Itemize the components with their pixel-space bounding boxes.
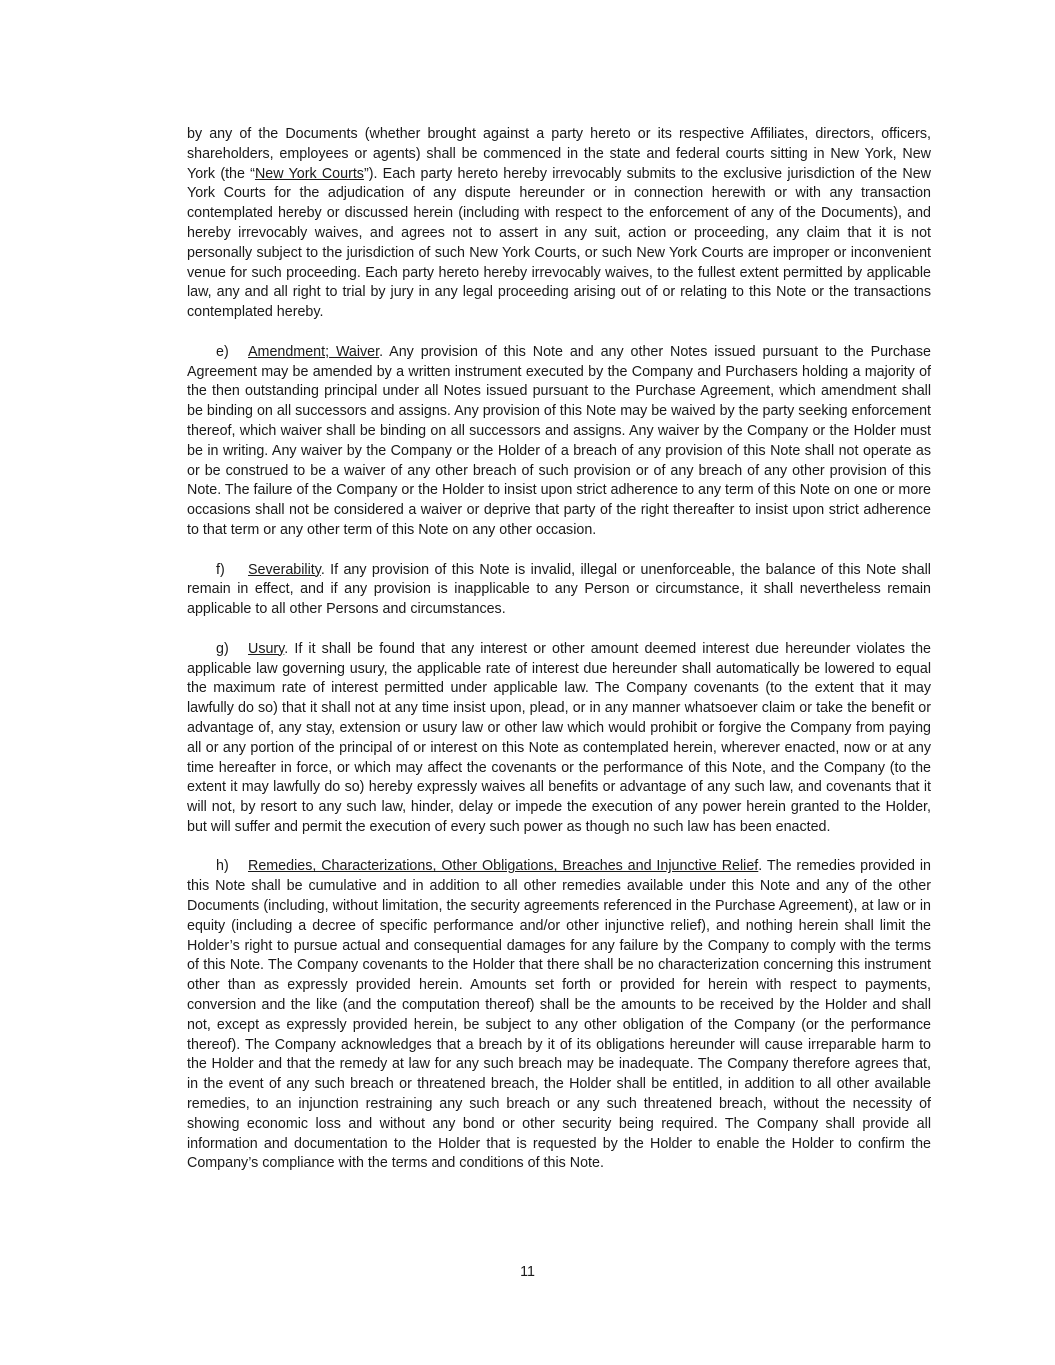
section-f-body: . If any provision of this Note is invalid, illegal or unenforceable, the balance of this Note shall remain in effect, and if any provision is inapplicable to any Person or circumstance, it shall nevertheless remain applicable to all other Persons and circumstances. bbox=[187, 561, 931, 618]
page-number: 11 bbox=[520, 1264, 535, 1280]
jurisdiction-text-end: ”). Each party hereto hereby irrevocably submits to the exclusive jurisdiction of the New York Courts for the adjudication of any dispute hereunder or in connection herewith or with any transaction contemplated hereby or discussed herein (including with respect to the enforcement of any of the Documents), and hereby irrevocably waives, and agrees not to assert in any suit, action or proceeding, any claim that it is not personally subject to the jurisdiction of such New York Courts, or such New York Courts are improper or inconvenient venue for such proceeding. Each party hereto hereby irrevocably waives, to the fullest extent permitted by applicable law, any and all right to trial by jury in any legal proceeding arising out of or relating to this Note or the transactions contemplated hereby. bbox=[187, 165, 931, 321]
section-h-label: h) bbox=[216, 858, 229, 875]
section-g-body: . If it shall be found that any interest or other amount deemed interest due hereunder violates the applicable law governing usury, the applicable rate of interest due hereunder shall automatically be lowered to equal the maximum rate of interest permitted under applicable law. The Company covenants (to the extent that it may lawfully do so) that it shall not at any time insist upon, plead, or in any manner whatsoever claim or take the benefit or advantage of, any stay, extension or usury law or other law which would prohibit or forgive the Company from paying all or any portion of the principal of or interest on this Note as contemplated herein, wherever enacted, now or at any time hereafter in force, or which may affect the covenants or the performance of this Note, and the Company (to the extent it may lawfully do so) hereby expressly waives all benefits or advantage of any such law, and covenants that it will not, by resort to any such law, hinder, delay or impede the execution of any power herein granted to the Holder, but will suffer and permit the execution of every such power as though no such law has been enacted. bbox=[187, 640, 931, 835]
section-f-label: f) bbox=[216, 561, 225, 578]
section-g-heading: Usury bbox=[248, 640, 285, 657]
jurisdiction-paragraph bbox=[187, 125, 931, 323]
section-e-label: e) bbox=[216, 343, 229, 360]
section-g-paragraph bbox=[187, 640, 931, 838]
document-body bbox=[187, 125, 931, 1174]
section-h-body: . The remedies provided in this Note shall be cumulative and in addition to all other remedies available under this Note and any of the other Documents (including, without limitation, the security agreements referenced in the Purchase Agreement), at law or in equity (including a decree of specific performance and/or other injunctive relief), and nothing herein shall limit the Holder’s right to pursue actual and consequential damages for any failure by the Company to comply with the terms of this Note. The Company covenants to the Holder that there shall be no characterization concerning this instrument other than as expressly provided herein. Amounts set forth or provided for herein with respect to payments, conversion and the like (and the computation thereof) shall be the amounts to be received by the Holder and shall not, except as expressly provided herein, be subject to any other obligation of the Company (or the performance thereof). The Company acknowledges that a breach by it of its obligations hereunder will cause irreparable harm to the Holder and that the remedy at law for any such breach may be inadequate. The Company therefore agrees that, in the event of any such breach or threatened breach, the Holder shall be entitled, in addition to all other available remedies, to an injunction restraining any such breach or any such threatened breach, without the necessity of showing economic loss and without any bond or other security being required. The Company shall provide all information and documentation to the Holder that is requested by the Holder to enable the Holder to confirm the Company’s compliance with the terms and conditions of this Note. bbox=[187, 858, 931, 1172]
section-e-body: . Any provision of this Note and any other Notes issued pursuant to the Purchase Agreement may be amended by a written instrument executed by the Company and Purchasers holding a majority of the then outstanding principal under all Notes issued pursuant to the Purchase Agreement, which amendment shall be binding on all successors and assigns. Any provision of this Note may be waived by the party seeking enforcement thereof, which waiver shall be binding on all successors and assigns. Any waiver by the Company or the Holder must be in writing. Any waiver by the Company or the Holder of a breach of any provision of this Note shall not operate as or be construed to be a waiver of any other breach of such provision or of any breach of any other provision of this Note. The failure of the Company or the Holder to insist upon strict adherence to any term of this Note on one or more occasions shall not be considered a waiver or deprive that party of the right thereafter to insist upon strict adherence to that term or any other term of this Note on any other occasion. bbox=[187, 343, 931, 538]
defined-term-new-york-courts: New York Courts bbox=[254, 165, 364, 182]
section-f-paragraph bbox=[187, 561, 931, 620]
jurisdiction-text-start: by any of the Documents (whether brought against a party hereto or its respective Affiliates, directors, officers, shareholders, employees or agents) shall be commenced in the state and federal courts sitting in New York, New York (the “ bbox=[187, 126, 931, 182]
section-e-paragraph bbox=[187, 343, 931, 541]
section-h-paragraph bbox=[187, 857, 931, 1174]
section-h-heading: Remedies, Characterizations, Other Obligations, Breaches and Injunctive Relief bbox=[248, 858, 759, 875]
section-g-label: g) bbox=[216, 640, 229, 657]
section-e-heading: Amendment; Waiver bbox=[248, 343, 380, 360]
section-f-heading: Severability bbox=[248, 561, 321, 578]
